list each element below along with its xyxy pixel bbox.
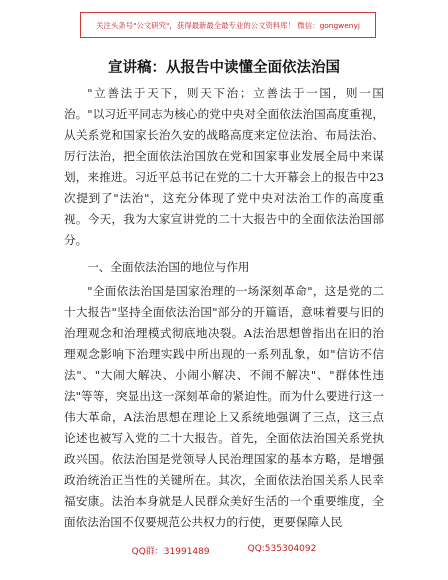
body-paragraph: "全面依法治国是国家治理的一场深刻革命"，这是党的二十大报告"坚持全面依法治国"部分的开篇语，意味着要与旧的治理观念和治理模式彻底地决裂。A法治思想曾指出在旧的治理观念影响下治理实践中所出现的一系列乱象，如"信访不信法"、"大闹大解决、小闹小解决、不闹不解决"、"群体性违法"等等，突显出这一深刻革命的紧迫性。而为什么要进行这一伟大革命，A法治思想在理论上又系统地强调了三点，这三点论述也被写入党的二十大报告。首先，全面依法治国关系党执政兴国。依法治国是党领导人民治理国家的基本方略，是增强政治统治正当性的关键所在。其次，全面依法治国关系人民幸福安康。法治本身就是人民群众美好生活的一个重要维度，全面依法治国不仅要规范公共权力的行使，更要保障人民 bbox=[64, 284, 384, 529]
document-title: 宣讲稿：从报告中读懂全面依法治国 bbox=[108, 60, 340, 76]
footer-qq-group: QQ群：31991489 bbox=[131, 547, 210, 557]
footer bbox=[0, 544, 448, 557]
banner-text: 关注头条号"公文研究"，获得最新最全最专业的公文资料库！ 微信：gongwenyj bbox=[96, 20, 360, 30]
header-banner bbox=[80, 12, 376, 38]
intro-paragraph: "立善法于天下，则天下治；立善法于一国，则一国治。"以习近平同志为核心的党中央对全面依法治国高度重视，从关系党和国家长治久安的战略高度来定位法治、布局法治、厉行法治，把全面依法治国放在党和国家事业发展全局中来谋划，来推进。习近平总书记在党的二十大开幕会上的报告中23次提到了"法治"，这充分体现了党中央对法治工作的高度重视。今天，我为大家宣讲党的二十大报告中的全面依法治国部分。 bbox=[64, 86, 384, 247]
footer-qq: QQ:535304092 bbox=[247, 544, 317, 554]
section-heading: 一、全面依法治国的地位与作用 bbox=[87, 260, 250, 274]
document-body bbox=[64, 83, 384, 533]
